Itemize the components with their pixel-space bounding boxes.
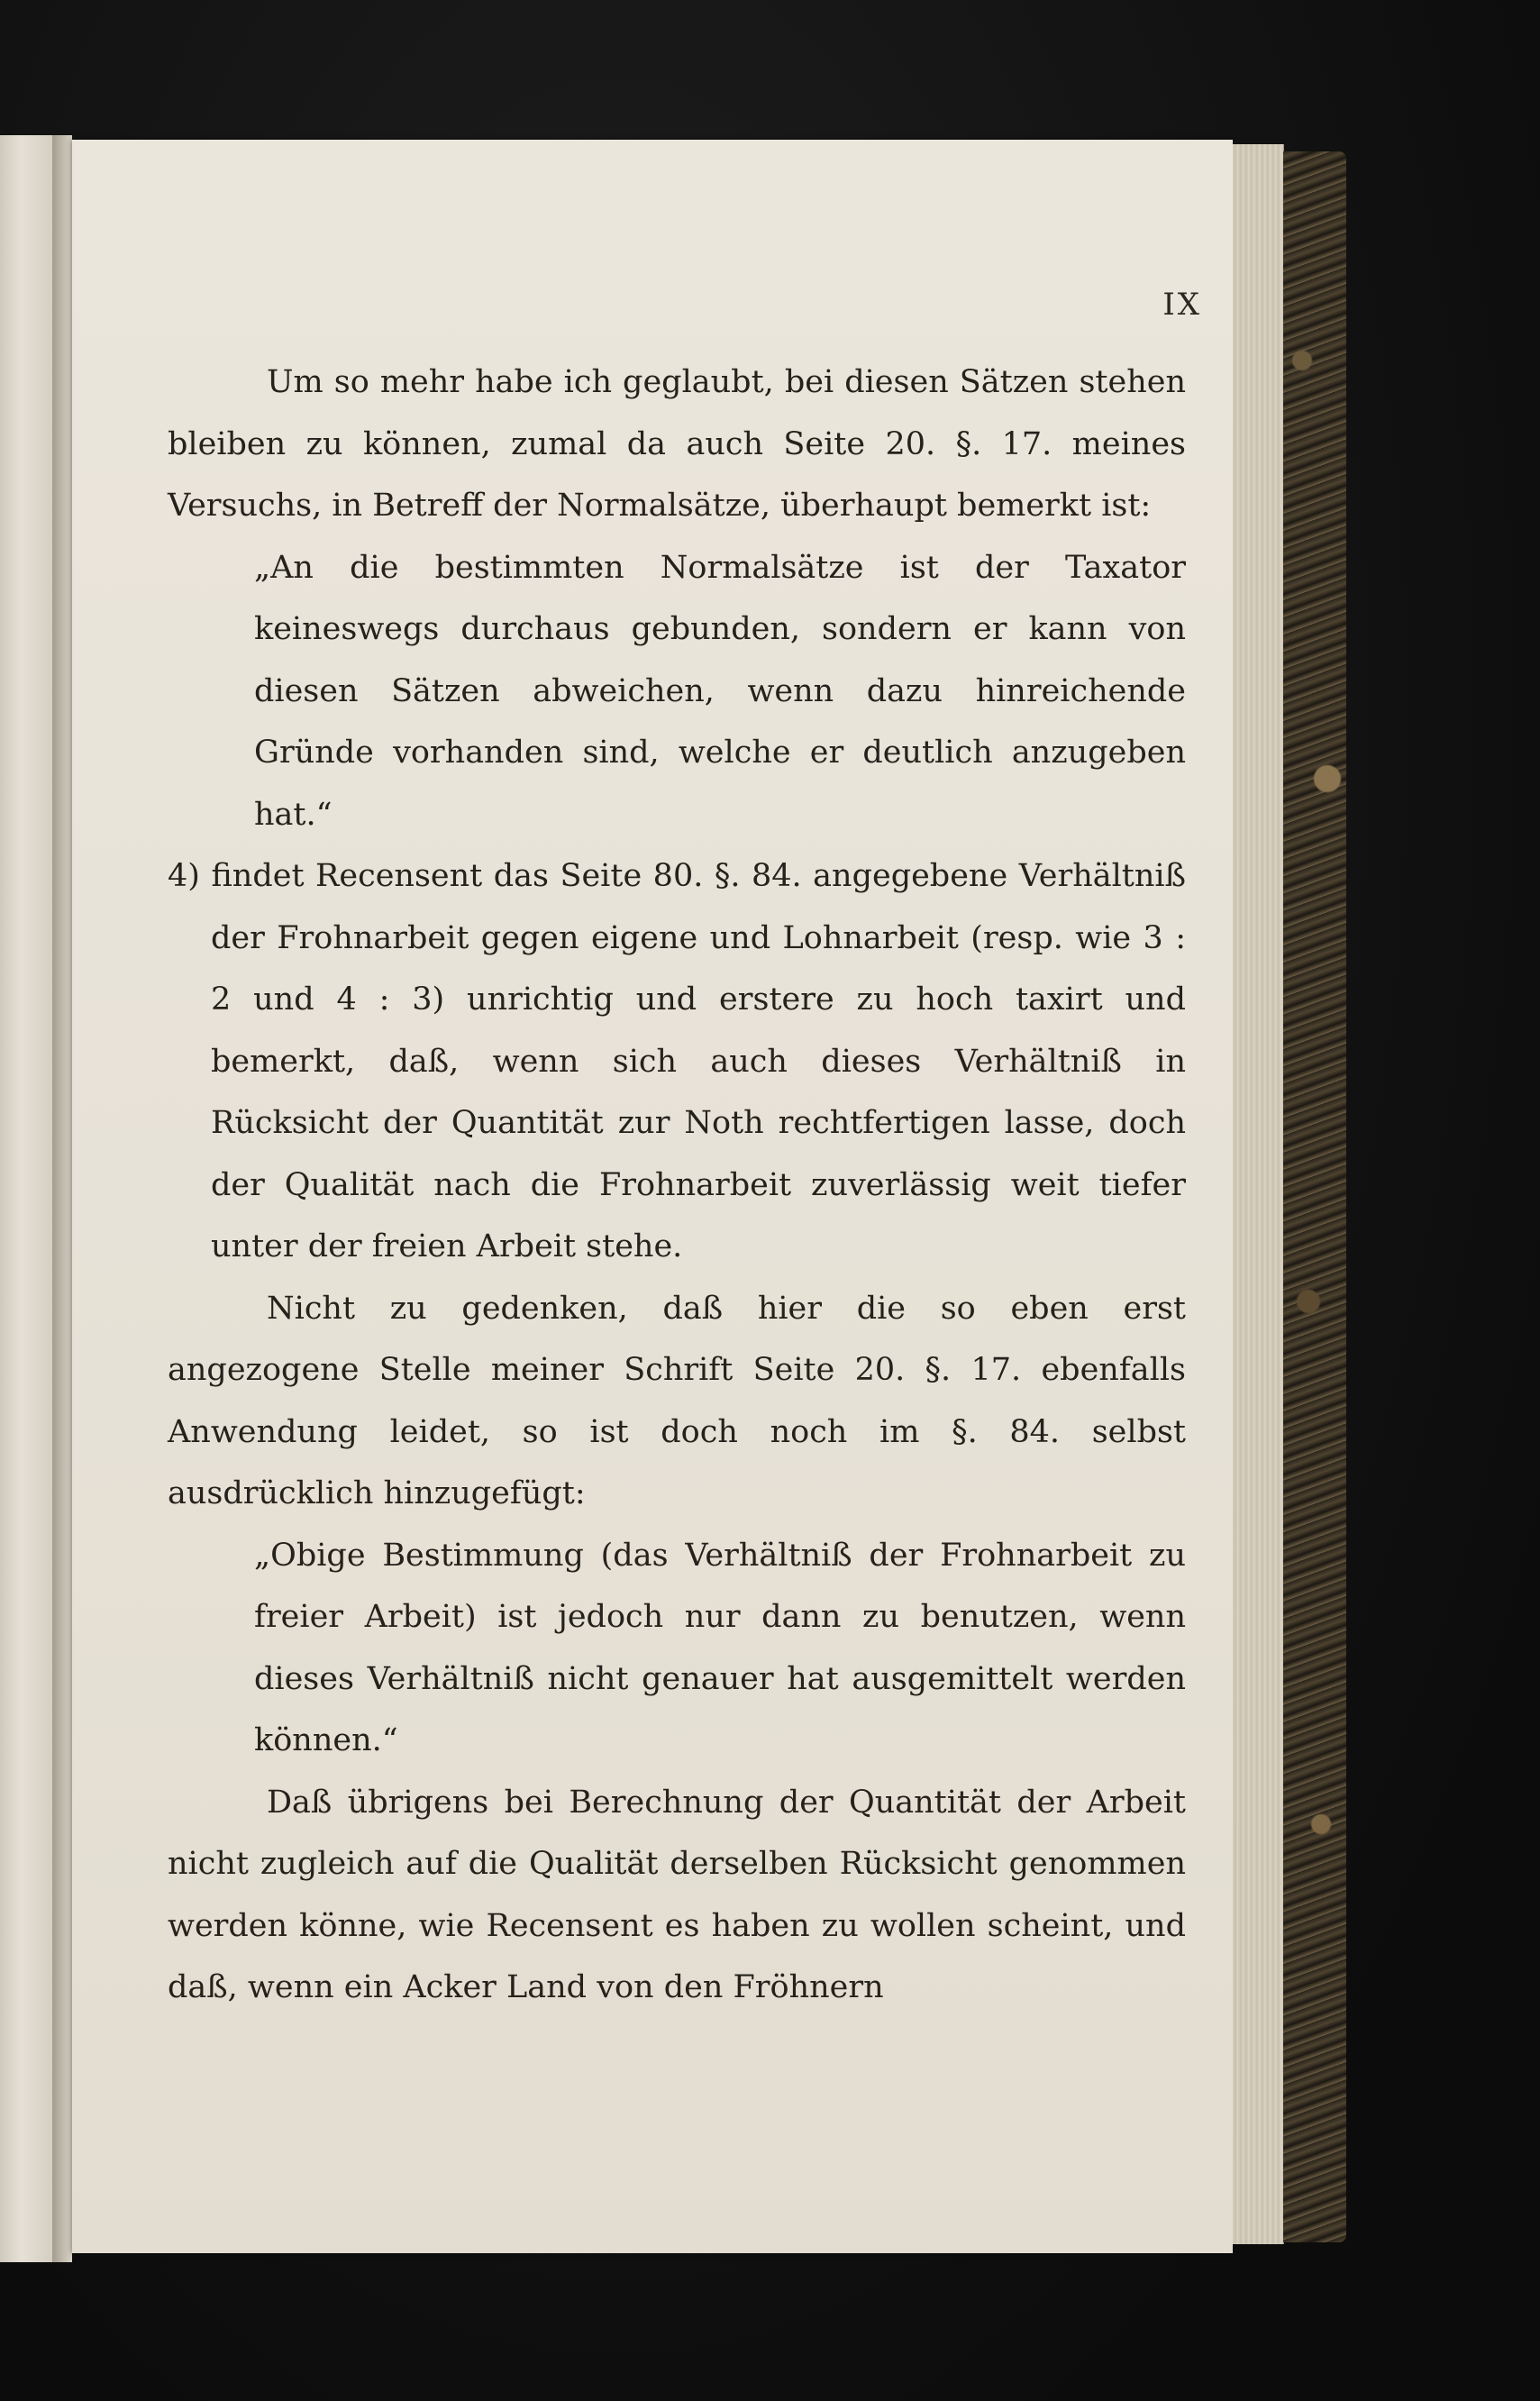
numbered-point-4: 4) findet Recensent das Seite 80. §. 84. angegebene Verhältniß der Frohnarbeit gegen eigene und Lohnarbeit (resp. wie 3 : 2 und 4 : 3) unrichtig und erstere zu hoch taxirt und bemerkt, daß, wenn sich auch dieses Verhältniß in Rücksicht der Quantität zur Noth rechtfertigen lasse, doch der Qualität nach die Frohnarbeit zuverlässig weit tiefer unter der freien Arbeit stehe. [168, 858, 1186, 1264]
paragraph-nicht-zu-gedenken: Nicht zu gedenken, daß hier die so eben erst angezogene Stelle meiner Schrift Seite 20. §. 17. ebenfalls Anwendung leidet, so ist doch noch im §. 84. selbst ausdrücklich hinzugefügt: [168, 1290, 1186, 1511]
previous-page-edge [0, 135, 53, 2262]
quote-obige-bestimmung: „Obige Bestimmung (das Verhältniß der Frohnarbeit zu freier Arbeit) ist jedoch nur dann zu benutzen, wenn dieses Verhältniß nicht genauer hat ausgemittelt werden können.“ [254, 1537, 1186, 1758]
book-gutter [52, 135, 72, 2262]
paragraph-normalsaetze: Um so mehr habe ich geglaubt, bei diesen Sätzen stehen bleiben zu können, zumal da auch Seite 20. §. 17. meines Versuchs, in Betreff der Normalsätze, überhaupt bemerkt ist: [168, 364, 1186, 524]
marbled-book-cover [1283, 151, 1346, 2242]
page-text [168, 351, 1186, 2019]
quote-taxator: „An die bestimmten Normalsätze ist der Taxator keineswegs durchaus gebunden, sondern er kann von diesen Sätzen abweichen, wenn dazu hinreichende Gründe vorhanden sind, welche er deutlich anzugeben hat.“ [254, 549, 1186, 833]
paragraph-qualitaet: Daß übrigens bei Berechnung der Quantität der Arbeit nicht zugleich auf die Qualität derselben Rücksicht genommen werden könne, wie Recensent es haben zu wollen scheint, und daß, wenn ein Acker Land von den Fröhnern [168, 1784, 1186, 2005]
page-stack-edge [1233, 144, 1284, 2244]
page-number: IX [1162, 287, 1202, 323]
